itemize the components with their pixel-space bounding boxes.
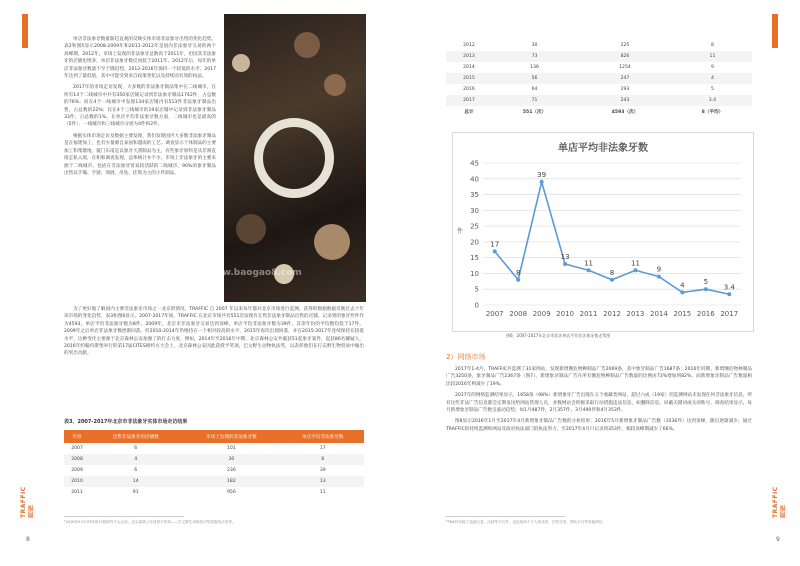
- table-cell: 5: [710, 87, 714, 92]
- x-tick-label: 2014: [649, 310, 668, 318]
- table-cell: 136: [530, 65, 539, 70]
- data-label: 3.4: [723, 283, 735, 292]
- table-cell: 2007: [71, 446, 83, 451]
- line-chart: [453, 133, 753, 331]
- paragraph: 2017年1-4月，TRAFFIC共监测了31家网站，发现新增濒危物种制品广告2069条，其中象牙制品广告1687条；2016年同期，新增濒危物种制品广告3250条，象牙制品广告2367条（图7）。新增象牙制品广告在所有濒危物种制品广告数量的比例由73%增加到82%，而新增象牙制品广告数量相比较2016年则减少了19%。: [446, 367, 752, 387]
- table-cell: 2012: [463, 43, 475, 48]
- side-accent-bar: [772, 14, 778, 48]
- data-label: 9: [656, 265, 662, 274]
- data-label: 11: [630, 259, 640, 268]
- table-total-row: [446, 106, 752, 117]
- left-text-column: [64, 36, 216, 181]
- data-point: [610, 278, 614, 282]
- table-cell: 956: [227, 490, 236, 495]
- bead-shape: [314, 224, 350, 260]
- data-label: 39: [537, 170, 547, 179]
- column-header: 出售非法象牙的店铺数: [90, 430, 181, 443]
- bead-shape: [236, 214, 266, 244]
- y-tick-label: 10: [470, 269, 479, 278]
- bead-shape: [294, 32, 320, 58]
- section-heading: 2）网络市场: [446, 353, 486, 361]
- data-point: [633, 268, 637, 272]
- y-tick-label: 25: [470, 222, 479, 231]
- data-point: [704, 287, 708, 291]
- side-label: TRAFFIC 简报: [20, 486, 35, 518]
- page-number: 8: [26, 536, 30, 543]
- table-cell: 91: [132, 490, 139, 495]
- bangle-shape: [254, 118, 334, 198]
- table-row: [446, 40, 752, 51]
- table-cell: 8: [710, 43, 714, 48]
- table-cell: 1254: [619, 65, 631, 70]
- bead-shape: [232, 54, 250, 72]
- data-point: [563, 262, 567, 266]
- data-label: 8: [515, 268, 521, 277]
- x-tick-label: 2017: [720, 310, 739, 318]
- table-cell: 8（平均）: [701, 109, 724, 115]
- table-row: [446, 51, 752, 62]
- right-text-column: [446, 366, 752, 437]
- series-line: [495, 182, 730, 294]
- side-label: TRAFFIC 简报: [772, 486, 787, 518]
- x-tick-label: 2010: [556, 310, 575, 318]
- table-cell: 14: [90, 476, 181, 487]
- side-accent-bar: [22, 14, 28, 48]
- y-tick-label: 15: [470, 254, 479, 263]
- data-point: [516, 278, 520, 282]
- table-cell: 4: [90, 454, 181, 465]
- table-cell: 4593（次）: [611, 109, 639, 115]
- left-text-lower: [64, 306, 364, 362]
- table-row: [446, 62, 752, 73]
- paragraph: 2017年的市场走访发现，大多数的非法象牙制品集中在二线城市，在所有14个二线城市中共有350家店铺记录到非法象牙制品1742件，占总数的76%；而在4个一线城市中发现134家店铺内有513件非法象牙制品出售，占总数的22%；仅在4个三线城市的19家店铺中记录到非法象牙制品33件，占总数的1%。在单店平均非法象牙数方面，二线城市也是最高的（5件），一线城市和三线城市分别为4件和2件。: [64, 85, 216, 128]
- table-cell: 2016: [463, 87, 475, 92]
- y-axis-label: 件: [457, 228, 464, 235]
- table-row: [64, 454, 364, 465]
- table-cell: 56: [492, 73, 577, 84]
- table-row: [446, 84, 752, 95]
- x-tick-label: 2011: [579, 310, 598, 318]
- x-tick-label: 2013: [626, 310, 645, 318]
- table-title: 表3、2007-2017年北京市非法象牙实体市场走访结果: [64, 419, 188, 425]
- data-label: 11: [584, 259, 594, 268]
- data-label: 13: [560, 252, 570, 261]
- table-row: [64, 465, 364, 476]
- column-header: 单店平均非法象牙数: [281, 430, 364, 443]
- footnote-rule: [446, 516, 566, 517]
- table-cell: 8: [281, 454, 364, 465]
- table-cell: 2014: [463, 65, 475, 70]
- table-cell: 11: [319, 490, 326, 495]
- table-cell: 551（次）: [522, 109, 547, 115]
- table-cell: 39: [319, 468, 326, 473]
- table-row: [64, 443, 364, 454]
- data-point: [587, 268, 591, 272]
- y-tick-label: 30: [470, 206, 479, 215]
- y-tick-label: 0: [474, 301, 479, 310]
- table-cell: 30: [181, 454, 281, 465]
- column-header: 年份: [64, 430, 90, 443]
- watermark: www.baogao8.com: [206, 268, 302, 278]
- table-cell: 293: [620, 87, 630, 92]
- table-cell: 826: [577, 51, 673, 62]
- data-point: [493, 249, 497, 253]
- table-cell: 2009: [71, 468, 83, 473]
- table-row: [446, 95, 752, 106]
- y-tick-label: 5: [474, 285, 479, 294]
- paragraph: 为了更好地了解国内主要非法象牙市场之一北京的情况，TRAFFIC 自 2007 年以来每年都对北京市场进行监测，获得的数据数据反映过去十年该市场的变化趋势，表3和图6显示，2007-2017年间，TRAFFIC 在北京市场共有551次发现有在售非法象牙制品出售的店铺，记录到的象牙件件作为4593，单店平均非法象牙数为8件。2009年，北京市非法象牙交易达到顶峰，单店平均非法象牙数为39件，其余年份的平均数均低于17件，2009年之后单店非法象牙数逐渐回落，但2010-2014年仍维持在一个相对较高的水平，2015年再次出现回落，并在2015-2017年连续保持在较低水平，这种变化主要源于北京森林公安加强了的打击力度，例如，2014年至2016年中期，北京森林公安共破获51起象牙案件，起获86名嫌疑人，2016年约翰内斯堡举行的第17届CITES缔约方大会上，北京森林公安因此获授予奖项，巴文野生动物执法奖，以表彰他们在打击野生物贸易中做出的突出贡献。: [64, 307, 364, 357]
- table-row: [64, 476, 364, 487]
- data-point: [727, 292, 731, 296]
- chart-title: 单店平均非法象牙数: [558, 143, 648, 154]
- x-tick-label: 2016: [696, 310, 715, 318]
- paragraph: 2017年的网络监测结果显示，1658条（98%）新增象牙广告出现在五个收藏类网站，超过六成（19家）的监测网站未发现任何非法象牙信息，所有这些非法广告信息都会定期发送给网站管理人员，多数网站会积极采取行动措施违法信息，如删除信息，屏蔽关键词或关闭账号，调查结果显示，每月新增象牙制品广告数呈波动趋势，如1月487件，2月357件，3月490件和4月353件。: [446, 393, 752, 414]
- beijing-market-table: [64, 430, 364, 498]
- table-cell: 73: [492, 51, 577, 62]
- table-cell: 3.4: [673, 95, 752, 106]
- data-point: [680, 290, 684, 294]
- x-tick-label: 2015: [673, 310, 692, 318]
- table-cell: 13: [281, 476, 364, 487]
- ivory-jewelry-photo: [224, 14, 366, 302]
- x-tick-label: 2008: [509, 310, 528, 318]
- footnote: ³TRAFFIC除了监测大量、活跃等平台外，也包括两个个人拍卖类、旧货交易、网站平台等其他网站。: [446, 520, 606, 524]
- x-tick-label: 2007: [485, 310, 504, 318]
- paragraph: 根据实体市场走访及数据主要发现，我们发现国内大多数非法象牙制品是在福建加工，也有少量源自泰国和越南的工艺。调查显示个体制品的主要加工和集散地，厦门东南是以象牙天骄制品为主，有些象牙原料是从非洲直接走私入境，在和和调查发现，总体统计并不少，市场上非法象牙的主要来源于二线城市，包括在非法象牙贸易较活跃的二线城市，90%的象牙制品出售以手镯、手链、项链、吊坠、挂饰为主的小件制品。: [64, 133, 216, 176]
- footnote-rule: [64, 516, 184, 517]
- table-cell: 2013: [446, 51, 492, 62]
- table-cell: 71: [492, 95, 577, 106]
- column-header: 市场上发现的非法象牙数: [181, 430, 281, 443]
- y-tick-label: 45: [470, 159, 479, 168]
- data-label: 17: [490, 240, 500, 249]
- chart-caption: 图6、2007-2017年北京市非法单店平均非法象牙数走势图: [506, 333, 611, 338]
- table-cell: 225: [620, 43, 630, 48]
- y-tick-label: 35: [470, 191, 479, 200]
- table-cell: 2010: [64, 476, 90, 487]
- table-row: [446, 73, 752, 84]
- table-cell: 2008: [64, 454, 90, 465]
- y-tick-label: 40: [470, 175, 479, 184]
- y-tick-label: 20: [470, 238, 479, 247]
- bead-shape: [324, 74, 346, 96]
- x-tick-label: 2009: [532, 310, 551, 318]
- table-cell: 30: [531, 43, 538, 48]
- paragraph: 图8显示2016年1月至2017年4月新增象牙制品广告数的分析结果：2016年5月新增象牙制品广告数（1036件）达到顶峰，随后逐渐减少，通过TRAFFIC的持续监测和网站及政府执法部门的执法努力，至2017年4月只记录到353件，相较顶峰期减少了66%。: [446, 419, 752, 432]
- table-cell: 236: [227, 468, 236, 473]
- beijing-market-table-continued: [446, 40, 752, 117]
- table-cell: 2011: [71, 490, 83, 495]
- data-label: 8: [609, 268, 615, 277]
- line-chart-container: [452, 132, 754, 332]
- table-cell: 243: [577, 95, 673, 106]
- table-cell: 6: [134, 468, 138, 473]
- table-cell: 2015: [446, 73, 492, 84]
- table-cell: 64: [531, 87, 538, 92]
- table-cell: 6: [134, 446, 138, 451]
- paragraph: 单店非法象牙数量渐趋直观的反映实体市场非法象牙出售的变化趋势。表2和图5显示2008-2009年和2011-2012年是国内非法象牙交易的两个高峰期，2012年，市场上发现的非法象牙总数高于2011年，但因其非法象牙的店铺也增多，单店非法象牙数反而低于2011年。2012年后，每年的单店非法象牙数量不至于降趋势，2012-2016年保持一个较低的水平，2017年达到了最低值，其中可能受到来自政策变化以及持续而有效的执法。: [64, 37, 217, 80]
- x-tick-label: 2012: [603, 310, 621, 318]
- table-cell: 17: [319, 446, 326, 451]
- footnote: ²2016年9月CITES第17届缔约方大会前，北京森林公安获授予奖项——巴文野生动物执法奖积极执法荣誉。: [64, 520, 236, 524]
- table-cell: 247: [577, 73, 673, 84]
- table-cell: 11: [673, 51, 752, 62]
- table-row: [64, 487, 364, 498]
- data-label: 5: [703, 278, 709, 287]
- table-cell: 101: [227, 446, 236, 451]
- table-cell: 4: [673, 73, 752, 84]
- data-point: [540, 180, 544, 184]
- table-cell: 182: [181, 476, 281, 487]
- table-cell: 9: [710, 65, 714, 70]
- data-point: [657, 275, 661, 279]
- page-number: 9: [776, 536, 780, 543]
- table-cell: 总计: [464, 109, 474, 115]
- table-cell: 2017: [446, 95, 492, 106]
- data-label: 4: [680, 281, 685, 290]
